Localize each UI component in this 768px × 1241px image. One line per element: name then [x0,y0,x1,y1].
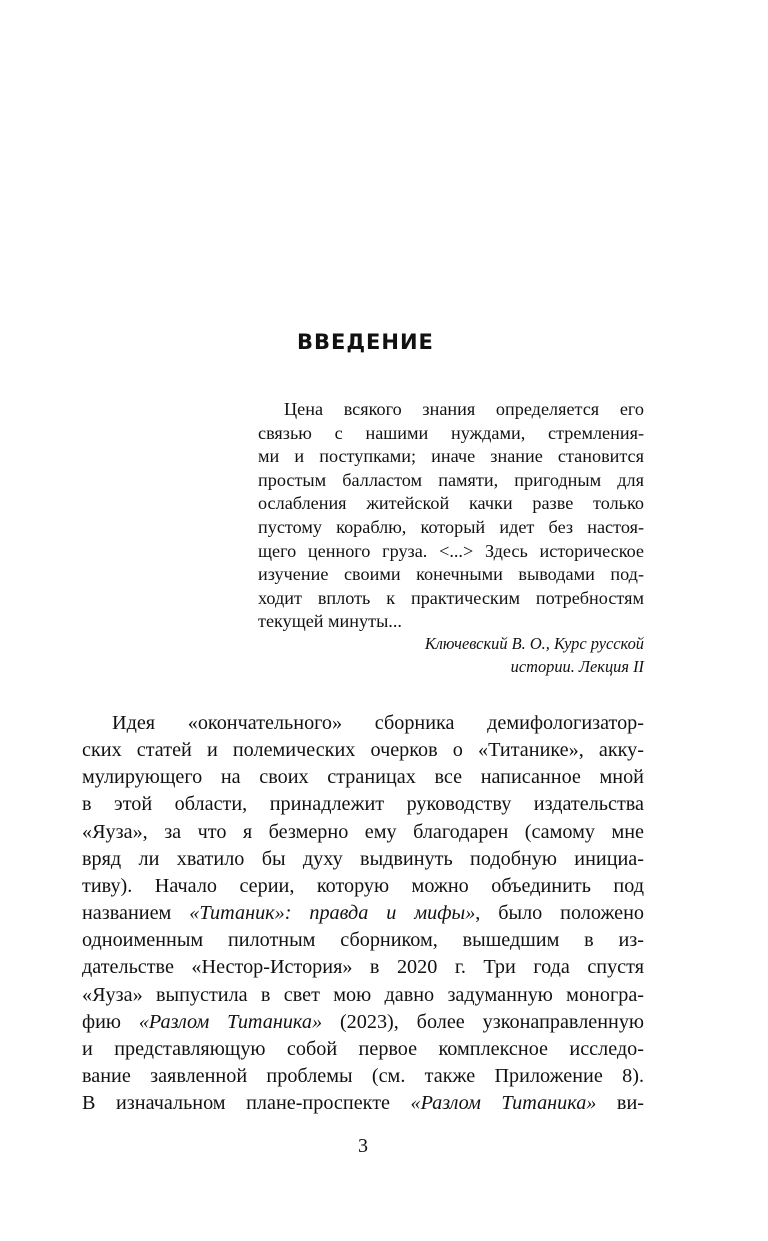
body-line: вряд ли хватило бы духу выдвинуть подобную инициа- [82,847,644,870]
epigraph-line: текущей минуты... [258,611,402,632]
book-title: «Разлом Титаника» [138,1010,323,1033]
body-line: тиву). Начало серии, которую можно объединить под [82,874,644,897]
body-line: дательстве «Нестор-История» в 2020 г. Три года спустя [82,956,644,979]
body-line: в этой области, принадлежит руководству издательства [82,793,644,816]
body-line: В изначальном плане-проспекте «Разлом Титаника» ви- [82,1092,644,1115]
epigraph-line: изучение своими конечными выводами под- [258,564,644,585]
epigraph-line: Цена всякого знания определяется его [284,399,644,419]
series-title: «Титаник»: правда и мифы» [189,902,476,925]
epigraph-line: пустому кораблю, который идет без настоя- [258,516,644,537]
body-line: названием «Титаник»: правда и мифы», было положено [82,902,644,925]
epigraph-line: щего ценного груза. <...> Здесь историческое [258,540,644,561]
body-paragraph [82,710,644,1117]
body-line: Идея «окончательного» сборника демифологизатор- [112,712,644,734]
body-line: «Яуза», за что я безмерно ему благодарен (самому мне [82,820,644,843]
attribution-line: истории. Лекция II [510,657,644,676]
attribution-line: Ключевский В. О., Курс русской [424,634,644,653]
body-line: ских статей и полемических очерков о «Титанике», акку- [82,739,644,762]
body-line: фию «Разлом Титаника» (2023), более узконаправленную [82,1010,645,1033]
epigraph-line: связью с нашими нуждами, стремления- [258,422,644,443]
body-line: одноименным пилотным сборником, вышедшим в из- [82,929,644,952]
body-line: мулирующего на своих страницах все написанное мной [82,766,644,789]
epigraph-line: простым балластом памяти, пригодным для [258,469,644,490]
epigraph [258,398,644,634]
body-line: вание заявленной проблемы (см. также Приложение 8). [82,1065,644,1088]
chapter-title: ВВЕДЕНИЕ [297,330,434,354]
epigraph-line: ослабления житейской качки разве только [258,493,644,514]
page-number: 3 [358,1135,368,1157]
book-title: «Разлом Титаника» [410,1092,597,1115]
epigraph-line: ходит вплоть к практическим потребностям [258,587,644,608]
epigraph-line: ми и поступками; иначе знание становится [258,446,644,467]
body-line: и представляющую собой первое комплексное исследо- [82,1037,644,1060]
epigraph-attribution [425,632,644,678]
body-line: «Яуза» выпустила в свет мою давно задуманную моногра- [82,983,644,1006]
